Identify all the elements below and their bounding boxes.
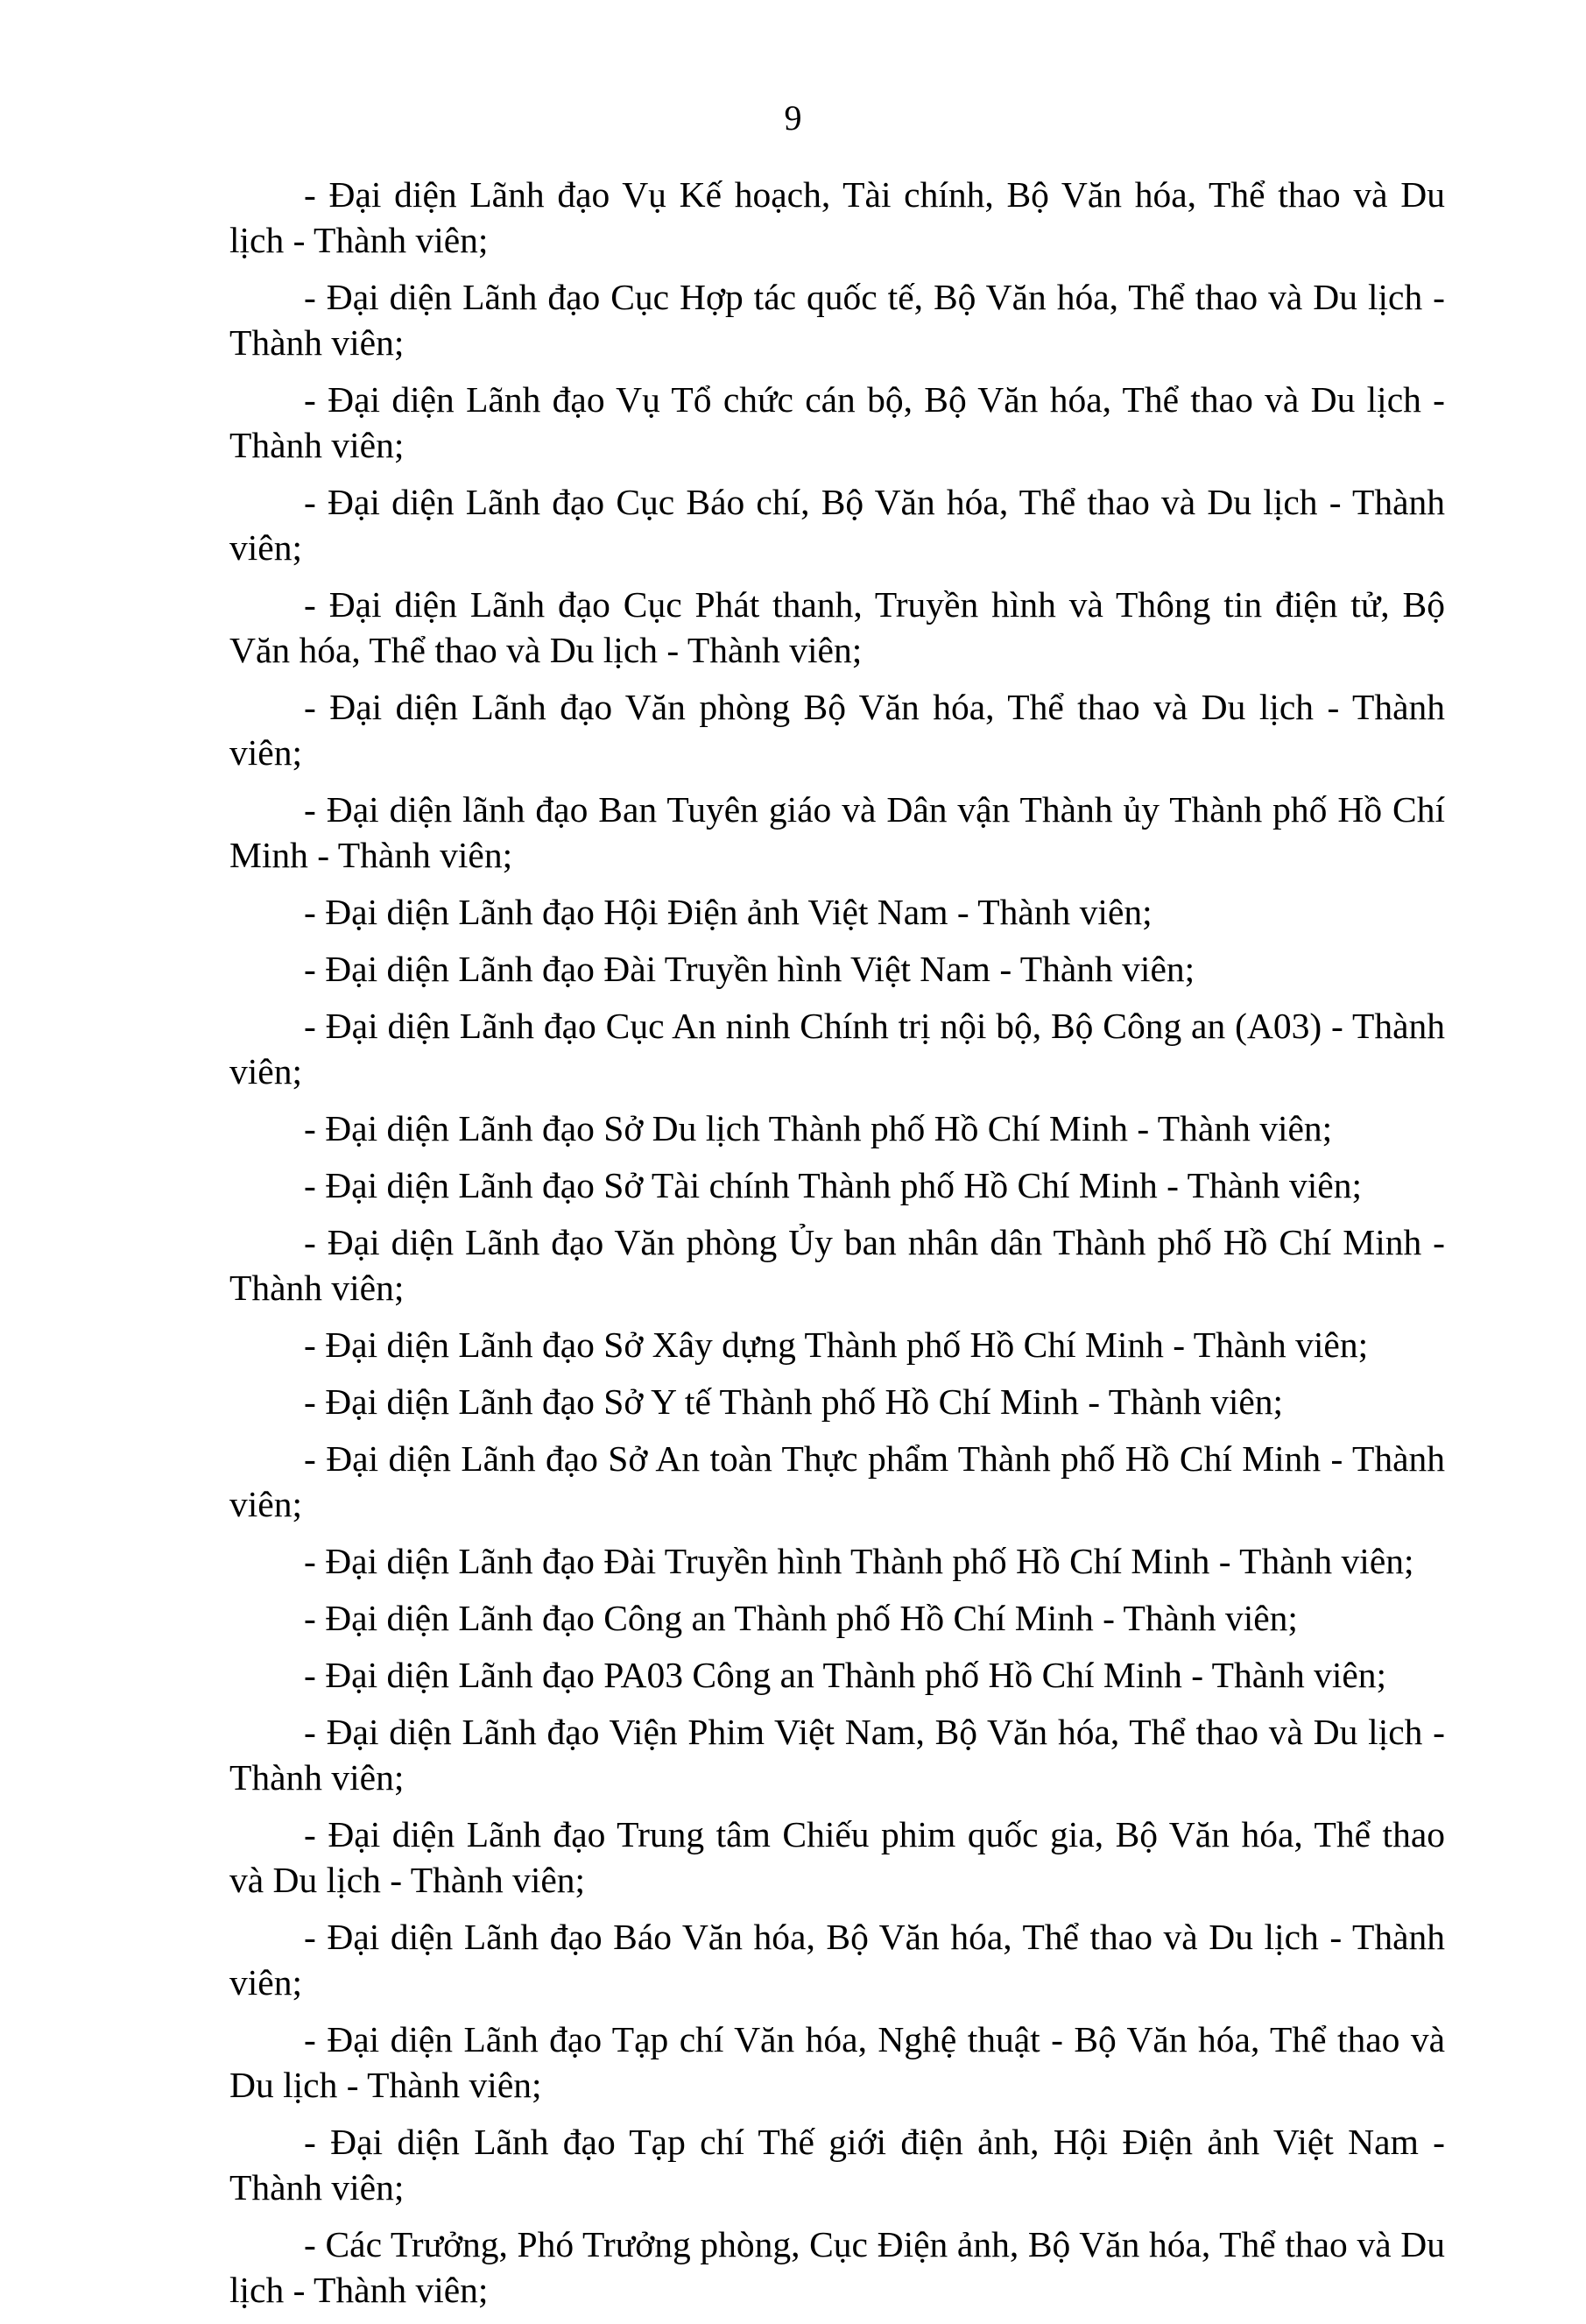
member-item: - Đại diện Lãnh đạo Vụ Kế hoạch, Tài chính, Bộ Văn hóa, Thể thao và Du lịch - Thành viên; (229, 174, 1445, 260)
member-item: - Đại diện Lãnh đạo PA03 Công an Thành phố Hồ Chí Minh - Thành viên; (304, 1655, 1387, 1695)
member-item: - Đại diện Lãnh đạo Cục Báo chí, Bộ Văn hóa, Thể thao và Du lịch - Thành viên; (229, 482, 1445, 568)
member-item: - Đại diện Lãnh đạo Viện Phim Việt Nam, Bộ Văn hóa, Thể thao và Du lịch - Thành viên; (229, 1712, 1445, 1798)
member-item: - Đại diện Lãnh đạo Sở Y tế Thành phố Hồ Chí Minh - Thành viên; (304, 1381, 1284, 1422)
member-item: - Đại diện Lãnh đạo Công an Thành phố Hồ Chí Minh - Thành viên; (304, 1598, 1298, 1638)
member-item: - Đại diện lãnh đạo Ban Tuyên giáo và Dân vận Thành ủy Thành phố Hồ Chí Minh - Thành viên; (229, 789, 1445, 875)
member-item: - Đại diện Lãnh đạo Cục An ninh Chính trị nội bộ, Bộ Công an (A03) - Thành viên; (229, 1006, 1445, 1091)
member-item: - Đại diện Lãnh đạo Đài Truyền hình Thành phố Hồ Chí Minh - Thành viên; (304, 1541, 1414, 1581)
member-item: - Đại diện Lãnh đạo Tạp chí Văn hóa, Nghệ thuật - Bộ Văn hóa, Thể thao và Du lịch - Thành viên; (229, 2019, 1445, 2105)
member-list (229, 172, 1445, 2324)
member-item: - Đại diện Lãnh đạo Cục Phát thanh, Truyền hình và Thông tin điện tử, Bộ Văn hóa, Thể thao và Du lịch - Thành viên; (229, 584, 1445, 670)
member-item: - Đại diện Lãnh đạo Đài Truyền hình Việt Nam - Thành viên; (304, 949, 1195, 989)
member-item: - Đại diện Lãnh đạo Văn phòng Bộ Văn hóa, Thể thao và Du lịch - Thành viên; (229, 687, 1445, 773)
member-item: - Đại diện Lãnh đạo Báo Văn hóa, Bộ Văn hóa, Thể thao và Du lịch - Thành viên; (229, 1917, 1445, 2003)
member-item: - Đại diện Lãnh đạo Văn phòng Ủy ban nhân dân Thành phố Hồ Chí Minh - Thành viên; (229, 1222, 1445, 1308)
page-number: 9 (784, 98, 802, 138)
member-item: - Các Trưởng, Phó Trưởng phòng, Cục Điện ảnh, Bộ Văn hóa, Thể thao và Du lịch - Thành viên; (229, 2224, 1445, 2310)
member-item: - Đại diện Lãnh đạo Sở Du lịch Thành phố Hồ Chí Minh - Thành viên; (304, 1108, 1333, 1148)
member-item: - Đại diện Lãnh đạo Hội Điện ảnh Việt Nam - Thành viên; (304, 892, 1152, 932)
member-item: - Đại diện Lãnh đạo Trung tâm Chiếu phim quốc gia, Bộ Văn hóa, Thể thao và Du lịch - Thành viên; (229, 1814, 1445, 1900)
member-item: - Đại diện Lãnh đạo Tạp chí Thế giới điện ảnh, Hội Điện ảnh Việt Nam - Thành viên; (229, 2122, 1445, 2207)
member-item: - Đại diện Lãnh đạo Sở An toàn Thực phẩm Thành phố Hồ Chí Minh - Thành viên; (229, 1438, 1445, 1524)
member-item: - Đại diện Lãnh đạo Vụ Tổ chức cán bộ, Bộ Văn hóa, Thể thao và Du lịch - Thành viên; (229, 379, 1445, 465)
member-item: - Đại diện Lãnh đạo Cục Hợp tác quốc tế, Bộ Văn hóa, Thể thao và Du lịch - Thành viên; (229, 277, 1445, 363)
member-item: - Đại diện Lãnh đạo Sở Xây dựng Thành phố Hồ Chí Minh - Thành viên; (304, 1324, 1369, 1365)
member-item: - Đại diện Lãnh đạo Sở Tài chính Thành phố Hồ Chí Minh - Thành viên; (304, 1165, 1362, 1205)
